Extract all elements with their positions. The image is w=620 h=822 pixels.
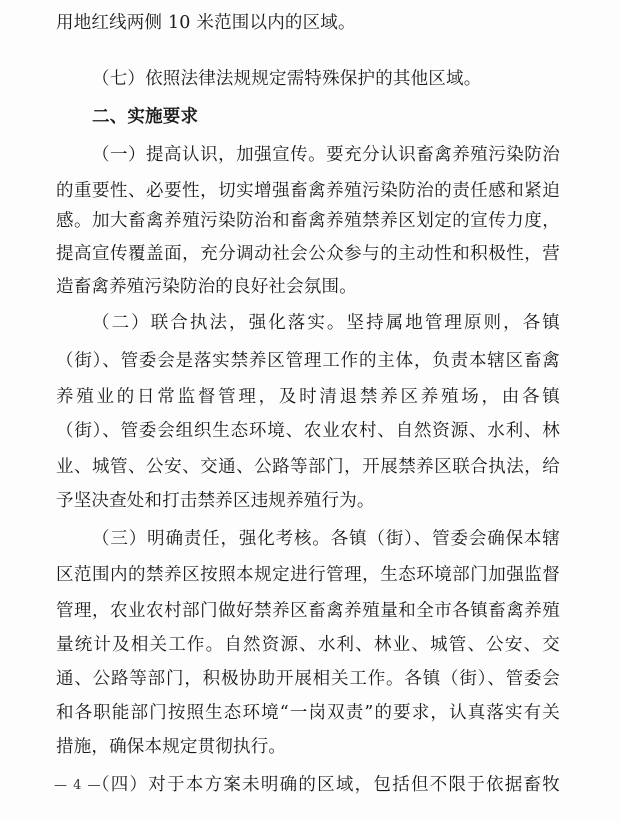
text-line: 造畜禽养殖污染防治的良好社会氛围。	[56, 277, 357, 297]
text-line: （三）明确责任，强化考核。各镇（街）、管委会确保本辖	[92, 529, 560, 549]
text-line: 管理，农业农村部门做好禁养区畜禽养殖量和全市各镇畜禽养殖	[56, 601, 560, 621]
text-line: （二）联合执法，强化落实。坚持属地管理原则，各镇	[92, 313, 560, 333]
text-line: 通、公路等部门，积极协助开展相关工作。各镇（街）、管委会	[56, 669, 560, 689]
text-line: 区范围内的禁养区按照本规定进行管理，生态环境部门加强监督	[56, 565, 560, 585]
text-line: 业、城管、公安、交通、公路等部门，开展禁养区联合执法，给	[56, 457, 560, 477]
text-line: 量统计及相关工作。自然资源、水利、林业、城管、公安、交	[56, 635, 560, 655]
text-line: （街）、管委会是落实禁养区管理工作的主体，负责本辖区畜禽	[56, 351, 560, 371]
text-line: 措施，确保本规定贯彻执行。	[56, 737, 287, 757]
text-line: 予坚决查处和打击禁养区违规养殖行为。	[56, 491, 375, 511]
text-line: 提高宣传覆盖面，充分调动社会公众参与的主动性和积极性，营	[56, 244, 560, 264]
text-line: 的重要性、必要性，切实增强畜禽养殖污染防治的责任感和紧迫	[56, 181, 560, 201]
text-line: 感。加大畜禽养殖污染防治和畜禽养殖禁养区划定的宣传力度，	[56, 211, 560, 231]
text-line: （一）提高认识，加强宣传。要充分认识畜禽养殖污染防治	[92, 145, 560, 165]
text-line: 用地红线两侧 10 米范围以内的区域。	[56, 13, 356, 33]
page-number: — 4 —	[54, 778, 102, 793]
text-line: 养殖业的日常监督管理，及时清退禁养区养殖场，由各镇	[56, 387, 560, 407]
text-line: 和各职能部门按照生态环境“一岗双责”的要求，认真落实有关	[56, 703, 560, 723]
text-line: （街）、管委会组织生态环境、农业农村、自然资源、水利、林	[56, 421, 560, 441]
text-line: （四）对于本方案未明确的区域，包括但不限于依据畜牧	[92, 775, 560, 795]
text-line: （七）依照法律法规规定需特殊保护的其他区域。	[92, 69, 482, 89]
section-heading: 二、实施要求	[92, 107, 199, 127]
